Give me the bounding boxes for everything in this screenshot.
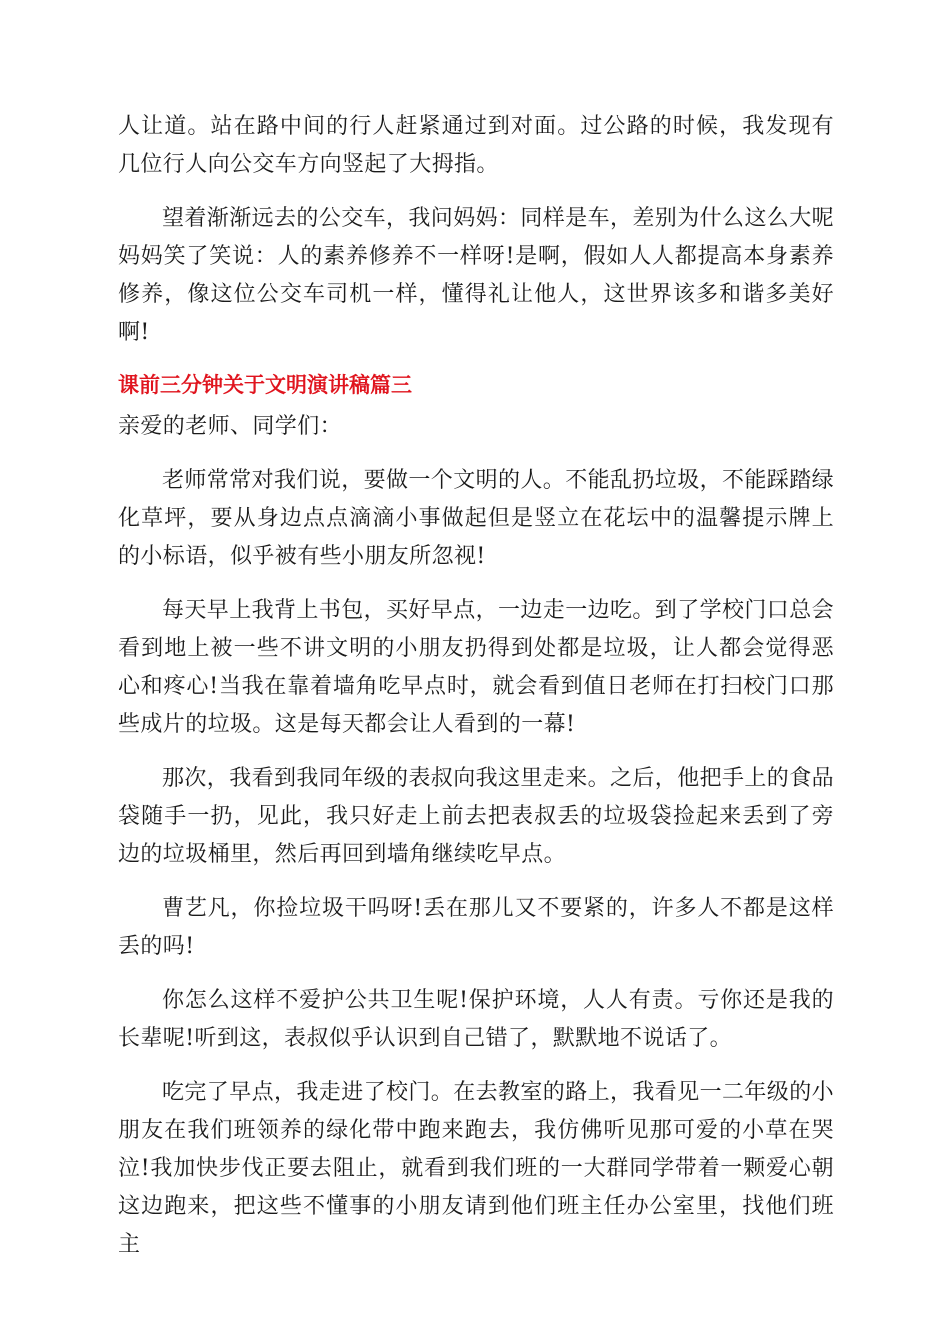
- greeting-line: 亲爱的老师、同学们：: [118, 414, 343, 439]
- body-paragraph: 你怎么这样不爱护公共卫生呢!保护环境，人人有责。亏你还是我的长辈呢!听到这，表叔似乎认识到自己错了，默默地不说话了。: [118, 988, 834, 1051]
- document-page: [118, 108, 834, 1264]
- body-paragraph: 每天早上我背上书包，买好早点，一边走一边吃。到了学校门口总会看到地上被一些不讲文明的小朋友扔得到处都是垃圾，让人都会觉得恶心和疼心!当我在靠着墙角吃早点时，就会看到值日老师在打扫校门口那些成片的垃圾。这是每天都会让人看到的一幕!: [118, 598, 835, 737]
- body-paragraph: 曹艺凡，你捡垃圾干吗呀!丢在那儿又不要紧的，许多人不都是这样丢的吗!: [118, 896, 834, 959]
- body-paragraph: 老师常常对我们说，要做一个文明的人。不能乱扔垃圾，不能踩踏绿化草坪，要从身边点点滴滴小事做起但是竖立在花坛中的温馨提示牌上的小标语，似乎被有些小朋友所忽视!: [118, 468, 835, 569]
- section-heading: 课前三分钟关于文明演讲稿篇三: [118, 373, 412, 397]
- paragraph-continuation: 人让道。站在路中间的行人赶紧通过到对面。过公路的时候，我发现有几位行人向公交车方向竖起了大拇指。: [118, 114, 834, 177]
- body-paragraph: 吃完了早点，我走进了校门。在去教室的路上，我看见一二年级的小朋友在我们班领养的绿化带中跑来跑去，我仿佛听见那可爱的小草在哭泣!我加快步伐正要去阻止，就看到我们班的一大群同学带着一颗爱心朝这边跑来，把这些不懂事的小朋友请到他们班主任办公室里，找他们班主: [118, 1080, 835, 1257]
- body-paragraph: 那次，我看到我同年级的表叔向我这里走来。之后，他把手上的食品袋随手一扔，见此，我只好走上前去把表叔丢的垃圾袋捡起来丢到了旁边的垃圾桶里，然后再回到墙角继续吃早点。: [118, 766, 835, 867]
- paragraph-bus-reflection: 望着渐渐远去的公交车，我问妈妈：同样是车，差别为什么这么大呢妈妈笑了笑说：人的素养修养不一样呀!是啊，假如人人都提高本身素养修养，像这位公交车司机一样，懂得礼让他人，这世界该多和谐多美好啊!: [118, 206, 835, 345]
